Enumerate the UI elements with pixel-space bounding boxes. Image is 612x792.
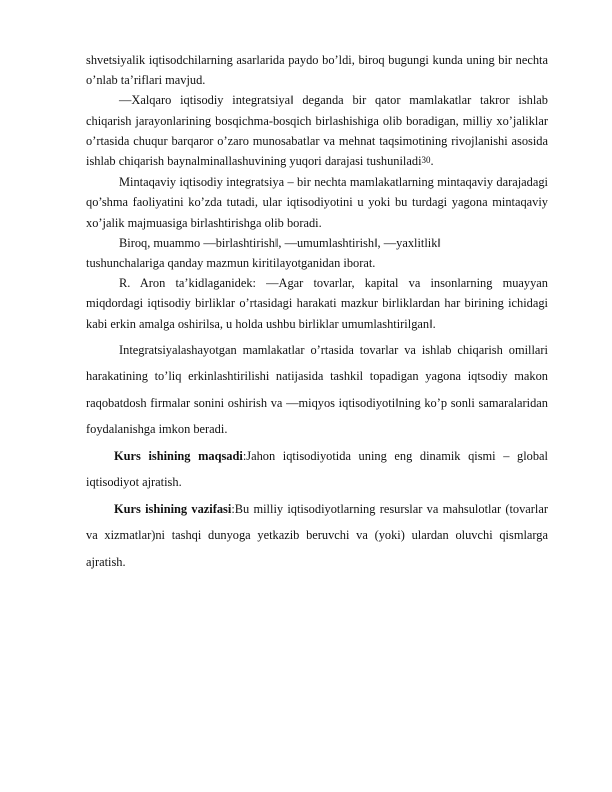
paragraph-4-line-2: tushunchalariga qanday mazmun kiritilayotganidan iborat.: [86, 256, 376, 271]
task-label: Kurs ishining vazifasi: [114, 501, 232, 516]
aim-text: :Jahon iqtisodiyotida uning eng dinamik qismi – global iqtisodiyot ajratish.: [86, 448, 548, 490]
paragraph-2-end: .: [430, 154, 434, 169]
paragraph-6: Integratsiyalashayotgan mamlakatlar o’rtasida tovarlar va ishlab chiqarish omillari harakatining to’liq erkinlashtirilishi natijasida tashkil topadigan yagona iqtsodiy makon raqobatdosh firmalar sonini oshirish va —miqyos iqtisodiyoti‖ning ko’p sonli samaralaridan foydalanishga imkon beradi.: [86, 342, 548, 437]
paragraph-2-text: —Xalqaro iqtisodiy integratsiya‖ deganda bir qator mamlakatlar takror ishlab chiqarish jarayonlarining bosqichma-bosqich birlashishiga olib boradigan, milliy xo’jaliklar o’rtasida chuqur barqaror o’zaro munosabatlar va mehnat taqsimotining rivojlanishi asosida ishlab chiqarish baynalminallashuvining yuqori darajasi tushuniladi: [86, 93, 548, 169]
paragraph-1: shvetsiyalik iqtisodchilarning asarlarida paydo bo’ldi, biroq bugungi kunda uning bir nechta o’nlab ta’riflari mavjud.: [86, 53, 548, 88]
document-page: [86, 50, 548, 575]
aim-label: Kurs ishining maqsadi: [114, 448, 243, 463]
paragraph-4-line-1: Biroq, muammo —birlashtirish‖, —umumlashtirish‖, —yaxlitlik‖: [119, 235, 441, 250]
paragraph-2: [86, 90, 548, 172]
paragraph-8: [86, 496, 548, 576]
paragraph-5: R. Aron ta’kidlaganidek: —Agar tovarlar, kapital va insonlarning muayyan miqdordagi iqtisodiy birliklar o’rtasidagi harakati mazkur birliklardan har birining ichidagi kabi erkin amalga oshirilsa, u holda ushbu birliklar umumlashtirilgan‖.: [86, 276, 548, 331]
paragraph-7: [86, 443, 548, 496]
paragraph-3: Mintaqaviy iqtisodiy integratsiya – bir nechta mamlakatlarning mintaqaviy darajadagi qo’shma faoliyatini ko’zda tutadi, ular iqtisodiyotini u yoki bu turdagi yagona mintaqaviy xo’jalik majmuasiga birlashtirishga olib boradi.: [86, 175, 548, 230]
task-text: :Bu milliy iqtisodiyotlarning resurslar va mahsulotlar (tovarlar va xizmatlar)ni tashqi dunyoga yetkazib beruvchi va (yoki) ulardan oluvchi qismlarga ajratish.: [86, 501, 548, 569]
footnote-marker: 30: [421, 155, 431, 166]
